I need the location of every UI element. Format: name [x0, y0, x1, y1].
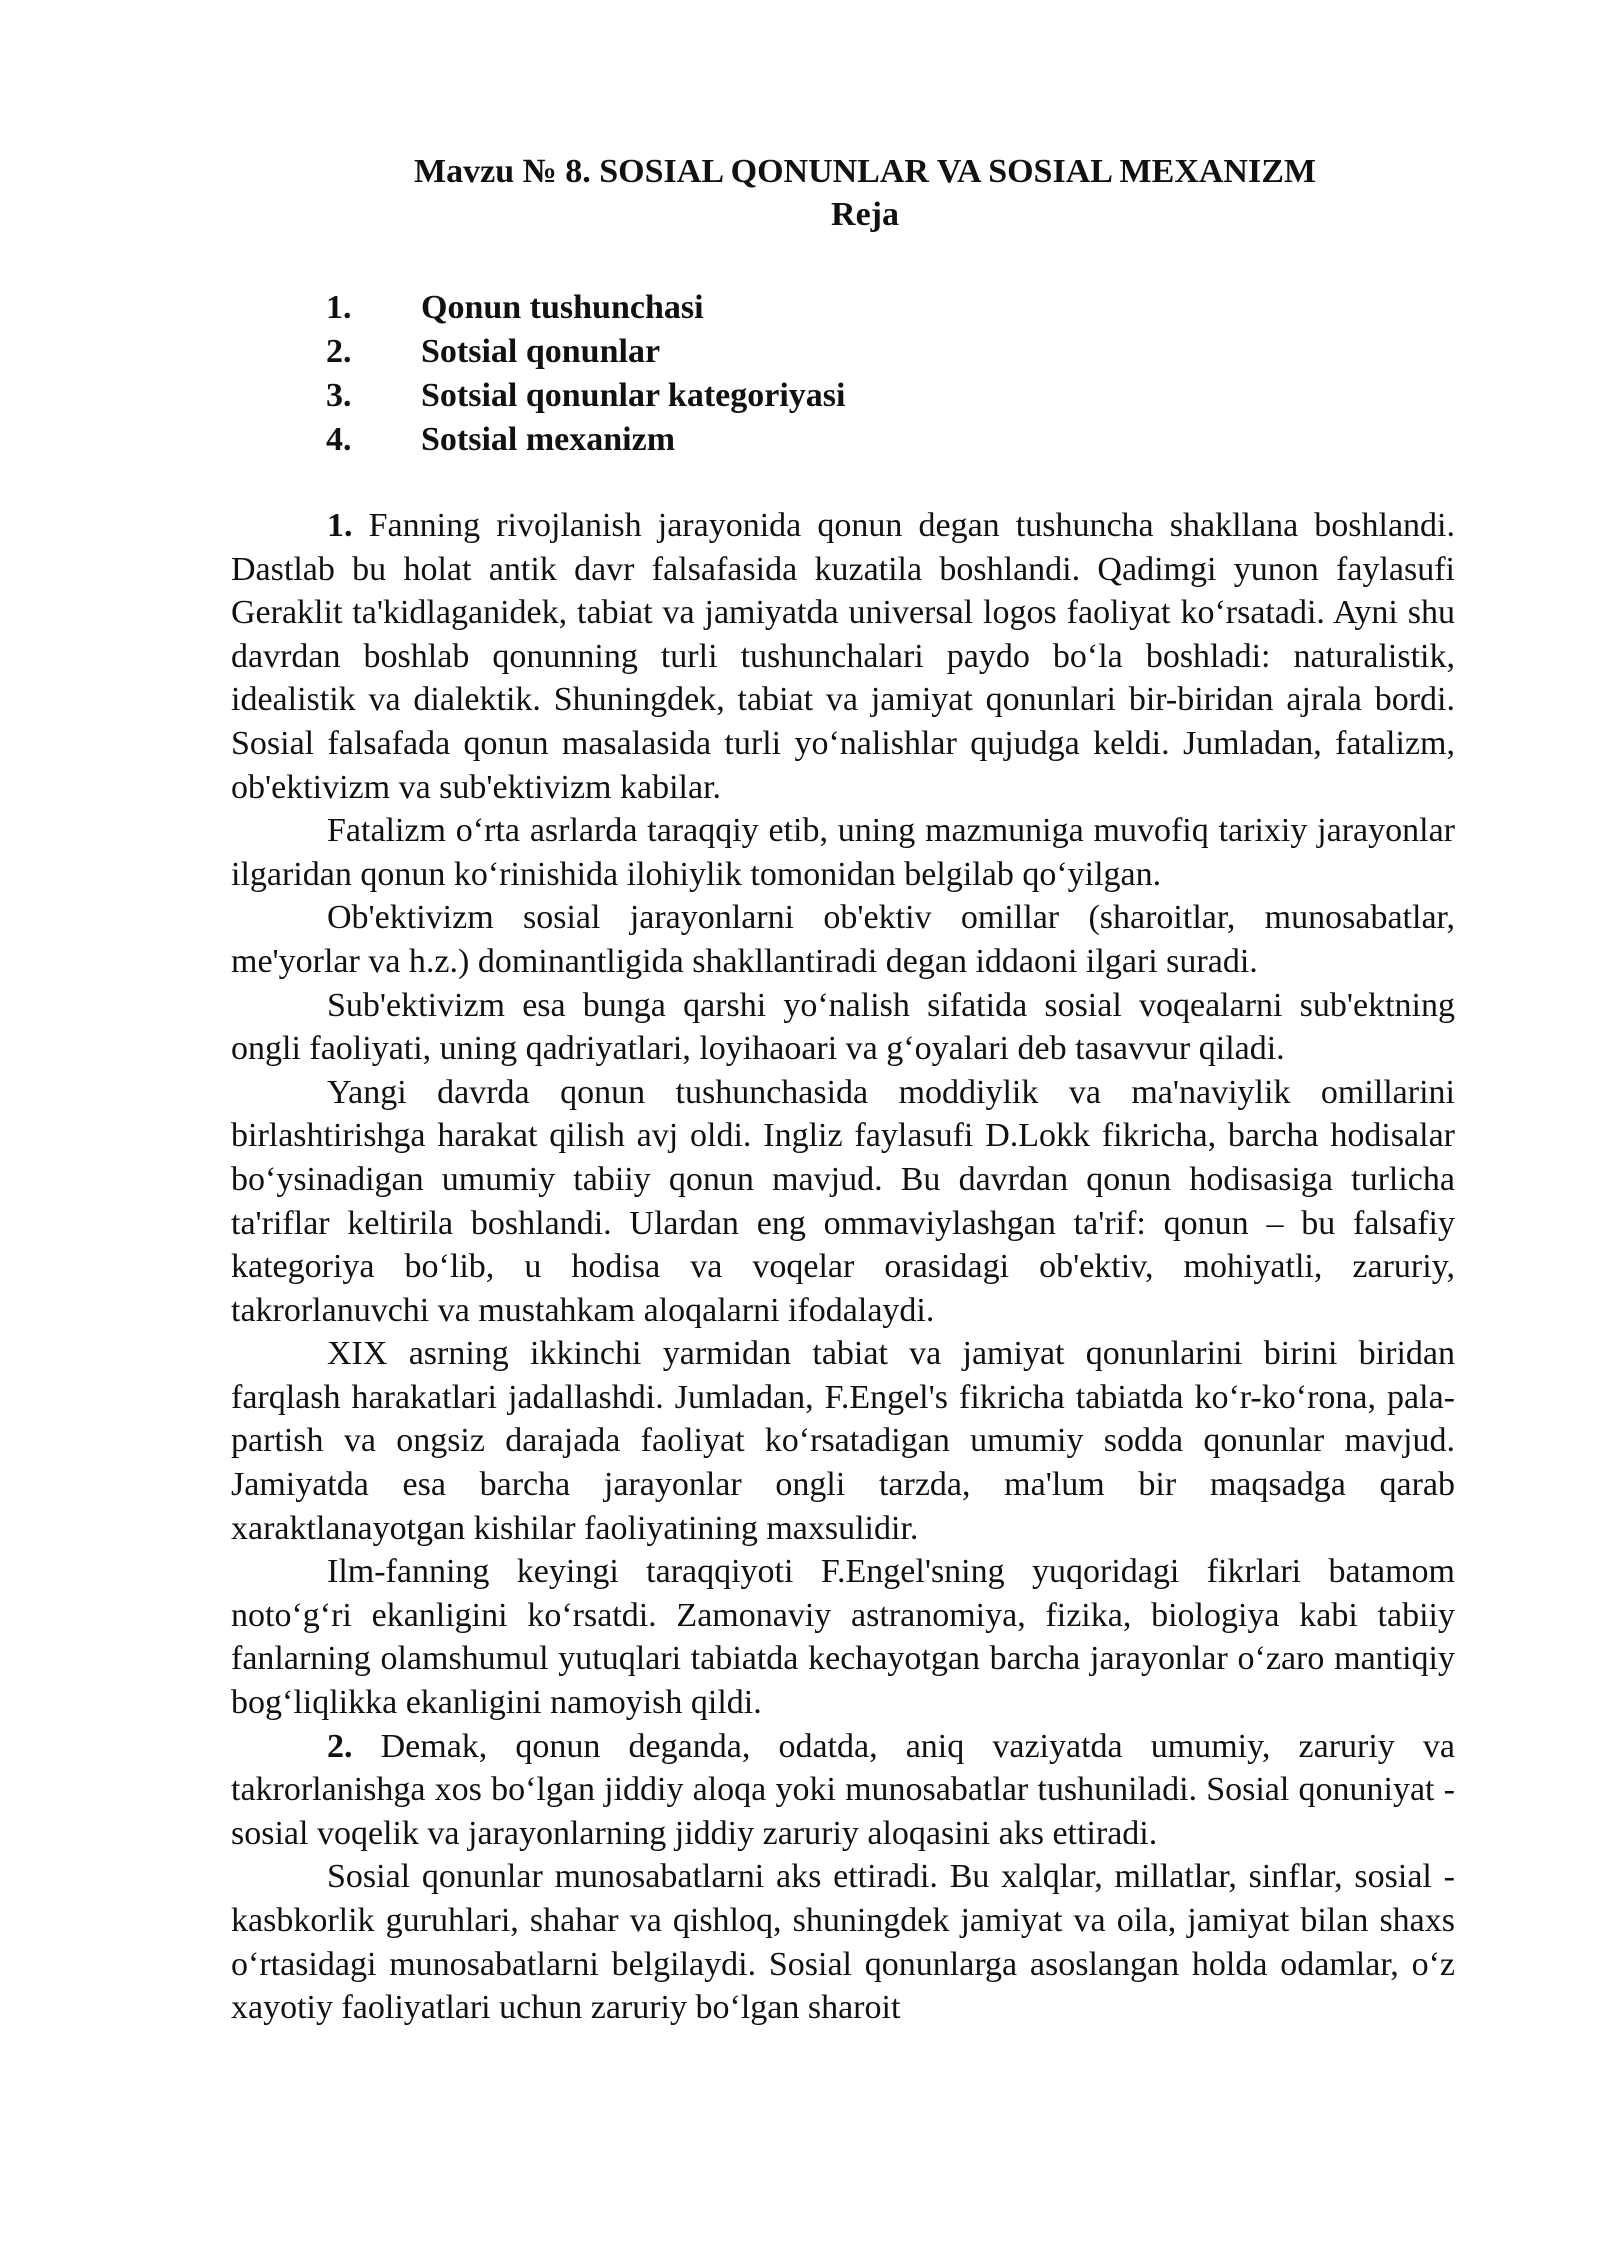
paragraph-text: Fatalizm o‘rta asrlarda taraqqiy etib, uning mazmuniga muvofiq tarixiy jarayonlar ilgaridan qonun ko‘rinishida ilohiylik tomonidan belgilab qo‘yilgan. [231, 812, 1455, 893]
paragraph-text: XIX asrning ikkinchi yarmidan tabiat va jamiyat qonunlarini birini biridan farqlash harakatlari jadallashdi. Jumladan, F.Engel's fikricha tabiatda ko‘r-ko‘rona, pala-partish va ongsiz darajada faoliyat ko‘rsatadigan umumiy sodda qonunlar mavjud. Jamiyatda esa barcha jarayonlar ongli tarzda, ma'lum bir maqsadga qarab xaraktlanayotgan kishilar faoliyatining maxsulidir. [231, 1335, 1455, 1547]
plan-item-text: Sotsial qonunlar kategoriyasi [421, 377, 846, 414]
plan-item [326, 418, 845, 462]
paragraph [231, 1725, 1455, 1856]
paragraph-text: Sosial qonunlar munosabatlarni aks ettiradi. Bu xalqlar, millatlar, sinflar, sosial - kasbkorlik guruhlari, shahar va qishloq, shuningdek jamiyat va oila, jamiyat bilan shaxs o‘rtasidagi munosabatlarni belgilaydi. Sosial qonunlarga asoslangan holda odamlar, o‘z xayotiy faoliyatlari uchun zaruriy bo‘lgan sharoit [231, 1858, 1455, 2027]
plan-item [326, 330, 845, 374]
paragraph-text: Yangi davrda qonun tushunchasida moddiylik va ma'naviylik omillarini birlashtirishga harakat qilish avj oldi. Ingliz faylasufi D.Lokk fikricha, barcha hodisalar bo‘ysinadigan umumiy tabiiy qonun mavjud. Bu davrdan qonun hodisasiga turlicha ta'riflar keltirila boshlandi. Ulardan eng ommaviylashgan ta'rif: qonun – bu falsafiy kategoriya bo‘lib, u hodisa va voqelar orasidagi ob'ektiv, mohiyatli, zaruriy, takrorlanuvchi va mustahkam aloqalarni ifodalaydi. [231, 1073, 1455, 1329]
paragraph [231, 504, 1455, 809]
plan-item-text: Sotsial mexanizm [421, 421, 676, 458]
paragraph [231, 984, 1455, 1071]
plan-item-number: 3. [326, 377, 352, 414]
paragraph-text: Sub'ektivizm esa bunga qarshi yo‘nalish sifatida sosial voqealarni sub'ektning ongli faoliyati, uning qadriyatlari, loyihaoari va g‘oyalari deb tasavvur qiladi. [231, 986, 1455, 1068]
paragraph [231, 1550, 1455, 1724]
plan-item-number: 1. [326, 289, 352, 326]
plan-item-number: 4. [326, 421, 352, 458]
paragraph [231, 896, 1455, 983]
plan-list [326, 286, 845, 462]
section-number: 1. [327, 507, 353, 544]
body-text [231, 504, 1455, 2030]
plan-item-text: Qonun tushunchasi [421, 289, 704, 326]
paragraph-text: Ob'ektivizm sosial jarayonlarni ob'ektiv omillar (sharoitlar, munosabatlar, me'yorlar va h.z.) dominantligida shakllantiradi degan iddaoni ilgari suradi. [231, 899, 1455, 980]
document-title: Mavzu № 8. SOSIAL QONUNLAR VA SOSIAL MEXANIZM [414, 153, 1316, 190]
plan-item [326, 374, 845, 418]
plan-item-text: Sotsial qonunlar [421, 333, 661, 370]
document-subtitle: Reja [831, 196, 899, 233]
paragraph-text: Demak, qonun deganda, odatda, aniq vaziyatda umumiy, zaruriy va takrorlanishga xos bo‘lgan jiddiy aloqa yoki munosabatlar tushuniladi. Sosial qonuniyat - sosial voqelik va jarayonlarning jiddiy zaruriy aloqasini aks ettiradi. [231, 1727, 1455, 1852]
plan-item-number: 2. [326, 333, 352, 370]
section-number: 2. [327, 1727, 353, 1765]
paragraph-text: Ilm-fanning keyingi taraqqiyoti F.Engel'sning yuqoridagi fikrlari batamom noto‘g‘ri ekanligini ko‘rsatdi. Zamonaviy astranomiya, fizika, biologiya kabi tabiiy fanlarning olamshumul yutuqlari tabiatda kechayotgan barcha jarayonlar o‘zaro mantiqiy bog‘liqlikka ekanligini namoyish qildi. [231, 1553, 1455, 1722]
paragraph-text: Fanning rivojlanish jarayonida qonun degan tushuncha shakllana boshlandi. Dastlab bu holat antik davr falsafasida kuzatila boshlandi. Qadimgi yunon faylasufi Geraklit ta'kidlaganidek, tabiat va jamiyatda universal logos faoliyat ko‘rsatadi. Ayni shu davrdan boshlab qonunning turli tushunchalari paydo bo‘la boshladi: naturalistik, idealistik va dialektik. Shuningdek, tabiat va jamiyat qonunlari bir-biridan ajrala bordi. Sosial falsafada qonun masalasida turli yo‘nalishlar qujudga keldi. Jumladan, fatalizm, ob'ektivizm va sub'ektivizm kabilar. [231, 507, 1455, 806]
title-block [0, 150, 1600, 236]
paragraph [231, 1855, 1455, 2029]
paragraph [231, 1332, 1455, 1550]
paragraph [231, 809, 1455, 896]
plan-item [326, 286, 845, 330]
paragraph [231, 1071, 1455, 1333]
